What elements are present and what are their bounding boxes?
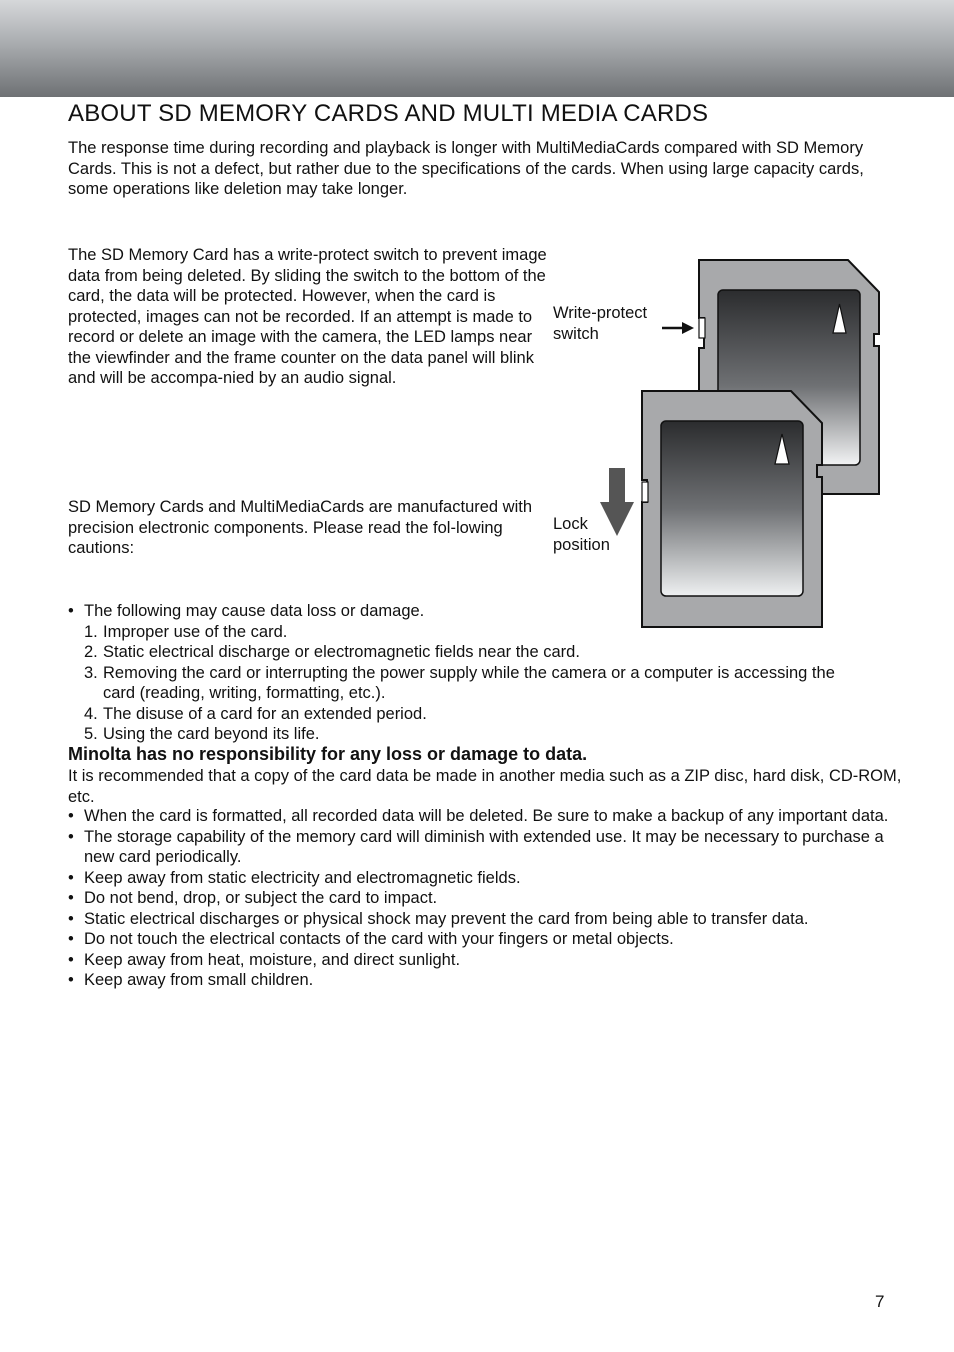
lock-arrow	[600, 468, 634, 536]
caution-text: Do not touch the electrical contacts of the card with your fingers or metal objects.	[84, 930, 674, 948]
list-item	[68, 970, 908, 991]
list-item	[68, 827, 908, 868]
header-band	[0, 0, 954, 97]
bullet: •	[68, 807, 74, 825]
write-protect-arrow	[662, 322, 694, 334]
list-item	[68, 704, 908, 725]
item-number: 1.	[84, 622, 98, 641]
caution-text: Keep away from heat, moisture, and direct sunlight.	[84, 950, 461, 969]
list-item	[68, 929, 908, 950]
list-item	[68, 888, 908, 909]
bullet: •	[68, 889, 74, 907]
caution-text: The storage capability of the memory card will diminish with extended use. It may be necessary to purchase a new card periodically.	[84, 827, 884, 866]
bullet: •	[68, 930, 74, 948]
data-loss-list	[68, 601, 908, 745]
intro-paragraph: The response time during recording and playback is longer with MultiMediaCards compared with SD Memory Cards. This is not a defect, but rather due to the specifications of the cards. When using large capacity cards, some operations like deletion may take longer.	[68, 139, 864, 198]
bullet: •	[68, 950, 74, 969]
page-number: 7	[875, 1292, 885, 1311]
bullet: •	[68, 868, 74, 887]
lock-position-label: Lock position	[553, 515, 610, 554]
data-loss-lead: The following may cause data loss or damage.	[84, 602, 425, 620]
write-protect-label: Write-protect switch	[553, 304, 648, 343]
list-item	[68, 601, 908, 622]
write-protect-paragraph: The SD Memory Card has a write-protect switch to prevent image data from being deleted. By sliding the switch to the bottom of the card, the data will be protected. However, when the card is protected, images can not be recorded. If an attempt is made to record or delete an image with the camera, the LED lamps near the viewfinder and the frame counter on the data panel will blink and will be accompa-nied by an audio signal.	[68, 246, 547, 387]
bullet: •	[68, 971, 74, 989]
list-item	[68, 806, 908, 827]
cautions-list	[68, 806, 908, 991]
caution-text: Static electrical discharges or physical shock may prevent the card from being able to transfer data.	[84, 909, 809, 928]
bullet: •	[68, 827, 74, 846]
caution-text: Keep away from small children.	[84, 971, 314, 989]
item-text: Improper use of the card.	[103, 622, 288, 641]
list-item	[68, 622, 908, 643]
item-number: 4.	[84, 704, 98, 723]
item-number: 3.	[84, 663, 98, 682]
caution-text: Keep away from static electricity and electromagnetic fields.	[84, 868, 521, 887]
item-text: Removing the card or interrupting the power supply while the camera or a computer is accessing the card (reading, writing, formatting, etc.).	[103, 663, 835, 702]
bullet: •	[68, 602, 74, 620]
page-title: ABOUT SD MEMORY CARDS AND MULTI MEDIA CARDS	[68, 100, 709, 127]
sd-card-illustration	[600, 250, 890, 635]
sd-card-front	[642, 391, 822, 627]
item-number: 2.	[84, 643, 98, 661]
caution-text: Do not bend, drop, or subject the card to impact.	[84, 889, 438, 907]
item-text: Using the card beyond its life.	[103, 725, 320, 743]
recommend-paragraph: It is recommended that a copy of the card data be made in another media such as a ZIP disc, hard disk, CD-ROM, etc.	[68, 767, 902, 806]
list-item	[68, 950, 908, 971]
item-text: Static electrical discharge or electromagnetic fields near the card.	[103, 643, 580, 661]
item-number: 5.	[84, 725, 98, 743]
item-text: The disuse of a card for an extended period.	[103, 704, 427, 723]
list-item	[68, 868, 908, 889]
warning-heading: Minolta has no responsibility for any loss or damage to data.	[68, 744, 588, 764]
list-item	[68, 724, 908, 745]
list-item	[68, 663, 908, 704]
list-item	[68, 909, 908, 930]
list-item	[68, 642, 908, 663]
bullet: •	[68, 909, 74, 928]
manufacture-paragraph: SD Memory Cards and MultiMediaCards are manufactured with precision electronic components. Please read the fol-lowing cautions:	[68, 498, 533, 557]
caution-text: When the card is formatted, all recorded data will be deleted. Be sure to make a backup of any important data.	[84, 807, 889, 825]
